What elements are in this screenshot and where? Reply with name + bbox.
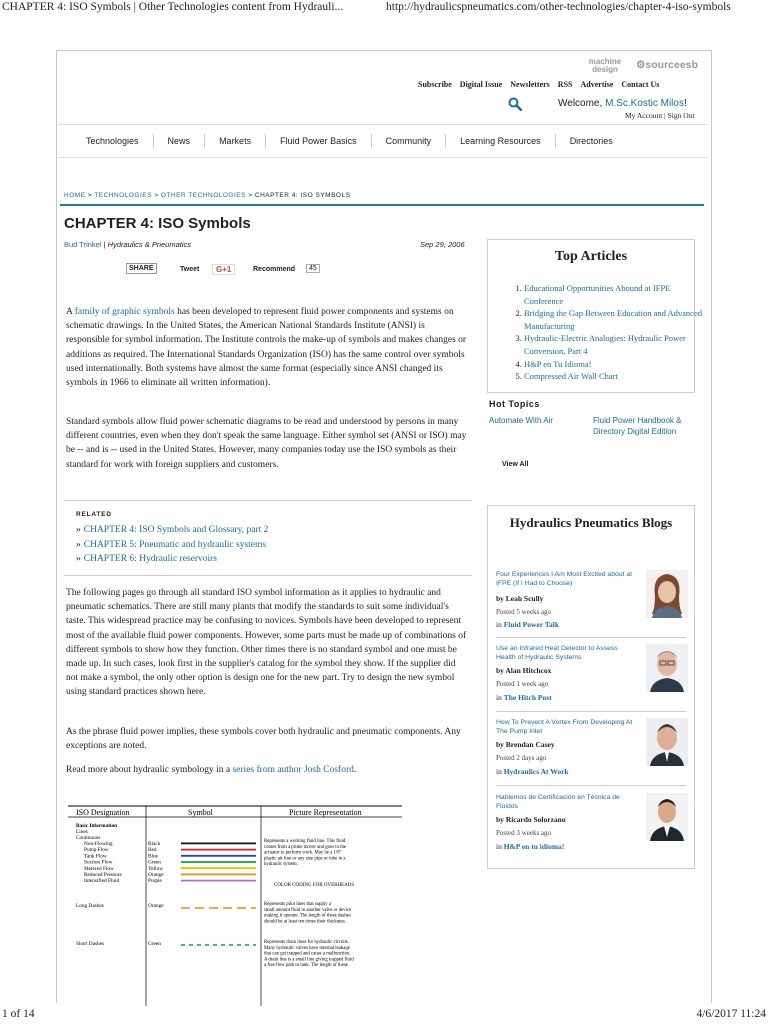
description-line: making it operate. The length of these dashes	[264, 913, 351, 919]
hot-topics-title: Hot Topics	[489, 399, 540, 409]
long-dashes-description	[264, 902, 351, 924]
utility-links	[418, 80, 667, 89]
blog-item	[496, 644, 686, 702]
recommend-count: 45	[306, 264, 320, 273]
description-line: hydraulic system.	[264, 862, 298, 868]
line-color-name: Purple	[148, 878, 162, 885]
line-type-name: Intensified Fluid	[84, 878, 120, 885]
machine-design-logo[interactable]	[588, 58, 622, 74]
related-item[interactable]: » CHAPTER 5: Pneumatic and hydraulic systems	[76, 540, 267, 550]
blog-author: by Ricardo Solorzano	[496, 815, 566, 824]
related-link[interactable]: CHAPTER 6: Hydraulic reservoirs	[83, 554, 217, 564]
p1-text-rest: has been developed to represent fluid power components and systems on schematic drawings. In the United States, the American National Standards Institute (ANSI) is responsible for symbol information. The Institute controls the make-up of symbols and makes changes or additions as required. The International Standards Organization (ISO) has the same control over symbols used internationally. Both systems have almost the same format (especially since ANSI changed its symbols in 1966 to eliminate all written information).	[66, 307, 467, 389]
table-header-symbol: Symbol	[188, 808, 213, 817]
line-color-name: Green	[148, 859, 161, 866]
search-icon[interactable]	[508, 97, 522, 111]
description-line: Represents a working fluid line. This fluid	[264, 839, 346, 844]
related-link[interactable]: CHAPTER 4: ISO Symbols and Glossary, part 2	[83, 525, 269, 535]
author-avatar	[646, 570, 688, 618]
account-links	[625, 111, 694, 120]
blog-posted: Posted 5 weeks ago	[496, 608, 552, 616]
line-type-name: Tank Flow	[84, 853, 107, 860]
welcome-bang: !	[683, 98, 687, 109]
blog-post-link[interactable]: How To Prevent A Vortex From Developing At The Pump Inlet	[496, 719, 633, 736]
related-box	[64, 500, 472, 576]
blogs-title: Hydraulics Pneumatics Blogs	[509, 515, 673, 530]
josh-cosford-series-link[interactable]: series from author Josh Cosford	[232, 765, 354, 775]
blog-separator	[496, 637, 686, 638]
p1-text-start: A	[66, 307, 75, 317]
top-article-item	[524, 358, 708, 371]
hot-topic-link[interactable]: Automate With Air	[489, 416, 554, 425]
author-avatar	[646, 644, 688, 692]
continuous-description	[264, 839, 346, 867]
welcome-label: Welcome,	[558, 98, 606, 109]
print-page-number: 1 of 14	[2, 1008, 35, 1020]
related-item[interactable]: » CHAPTER 4: ISO Symbols and Glossary, part 2	[76, 525, 269, 535]
breadcrumb: HOME > TECHNOLOGIES > OTHER TECHNOLOGIES > CHAPTER 4: ISO SYMBOLS	[64, 192, 351, 199]
line-color-name: Black	[148, 841, 161, 847]
welcome-message	[558, 98, 687, 109]
family-of-graphic-symbols-link[interactable]: family of graphic symbols	[74, 307, 175, 317]
blog-in-label: in	[496, 693, 504, 702]
line-color-name: Orange	[148, 872, 164, 878]
breadcrumb-current: CHAPTER 4: ISO SYMBOLS	[254, 192, 351, 199]
blog-name-link[interactable]: Fluid Power Talk	[503, 620, 560, 629]
author-avatar	[646, 718, 688, 766]
top-article-link[interactable]: H&P en Tu Idioma!	[524, 358, 592, 369]
author-link[interactable]: Bud Trinkel	[64, 240, 102, 249]
blog-name-link[interactable]: Hydraulics At Work	[503, 767, 569, 776]
table-header-designation: ISO Designation	[76, 808, 130, 817]
description-line: A drain line is a small line giving trapped fluid	[264, 957, 354, 963]
blog-posted: Posted 3 weeks ago	[496, 829, 552, 837]
blog-in-label: in	[496, 620, 504, 629]
blog-post-link[interactable]: Hablemos de Certificación en Técnica de Fluidos	[496, 794, 620, 811]
contact-us-link[interactable]: Contact Us	[621, 80, 660, 89]
top-articles-list	[504, 282, 708, 383]
blog-author: by Brendan Casey	[496, 740, 555, 749]
publish-date: Sep 29, 2006	[420, 240, 465, 249]
breadcrumb-technologies[interactable]: TECHNOLOGIES	[94, 192, 152, 199]
blog-name-link[interactable]: H&P en tu idioma!	[503, 842, 565, 851]
line-color-name: Blue	[148, 853, 159, 860]
advertise-link[interactable]: Advertise	[580, 80, 614, 89]
blog-author: by Alan Hitchcox	[496, 666, 552, 675]
line-type-name: Suction Flow	[84, 859, 113, 866]
description-line: Represents pilot lines that supply a	[264, 902, 332, 907]
hot-topic-link[interactable]: Fluid Power Handbook & Directory Digital Edition	[593, 416, 682, 436]
top-article-item	[524, 307, 708, 332]
long-dashes-color: Orange	[148, 903, 164, 909]
tweet-button[interactable]: Tweet	[180, 266, 200, 273]
table-lines-label: Lines	[76, 829, 88, 835]
blog-item	[496, 718, 686, 776]
nav-markets[interactable]: Markets	[205, 134, 266, 148]
print-url: http://hydraulicspneumatics.com/other-technologies/chapter-4-iso-symbols	[386, 1, 731, 13]
short-dashes-description	[264, 940, 354, 968]
description-line: plastic air line or any size pipe or tube in a	[264, 856, 346, 862]
my-account-link[interactable]: My Account	[625, 111, 663, 120]
blog-item	[496, 570, 686, 628]
breadcrumb-other-technologies[interactable]: OTHER TECHNOLOGIES	[160, 192, 246, 199]
rss-link[interactable]: RSS	[557, 80, 573, 89]
page-title: CHAPTER 4: ISO Symbols	[64, 215, 251, 232]
nav-news[interactable]: News	[154, 134, 206, 148]
blog-item	[496, 793, 686, 851]
top-article-item	[524, 332, 708, 357]
description-line: small amount fluid to another valve or device	[264, 907, 352, 913]
article-paragraph-4: As the phrase fluid power implies, these symbols cover both hydraulic and pneumatic components. Any exceptions are noted.	[66, 727, 461, 752]
short-dashes-color: Green	[148, 941, 161, 947]
nav-directories[interactable]: Directories	[569, 136, 613, 146]
category-label: | Hydraulics & Pneumatics	[101, 240, 192, 249]
article-paragraph-5	[66, 763, 468, 777]
blog-name-link[interactable]: The Hitch Post	[503, 693, 552, 702]
article-paragraph-2: Standard symbols allow fluid power schematic diagrams to be read and understood by persons in many different countries, even when they don't speak the same language. Either symbol set (ANSI or ISO) may be -- and is -- used in the United States. However, many companies today use the ISO symbols as their standard for work with foreign suppliers and customers.	[66, 417, 467, 470]
description-line: comes from a prime mover and goes to the	[264, 844, 347, 850]
logo-text-top: machine	[588, 57, 622, 66]
sourceesb-logo[interactable]: ⚙sourceesb	[636, 59, 698, 71]
table-section-label: Basic Information	[76, 823, 118, 829]
top-article-link[interactable]: Compressed Air Wall Chart	[524, 371, 618, 382]
line-type-name: Non-Flowing	[84, 841, 113, 847]
description-line: Represents drain lines for hydraulic circuits.	[264, 940, 349, 945]
table-header-picture: Picture Representation	[289, 808, 362, 817]
blog-in-label: in	[496, 767, 504, 776]
related-label: RELATED	[76, 511, 112, 518]
logo-text-bottom: design	[592, 65, 618, 74]
article-paragraph-1	[66, 305, 468, 390]
print-title: CHAPTER 4: ISO Symbols | Other Technologies content from Hydrauli...	[2, 1, 344, 13]
blog-post-link[interactable]: Four Experiences I Am Most Excited about at IFPE (If I Had to Choose)	[496, 571, 633, 588]
top-article-item	[524, 282, 708, 307]
blog-separator	[496, 785, 686, 786]
blog-posted: Posted 2 days ago	[496, 754, 547, 762]
blogs-box	[487, 505, 695, 869]
blog-post-link[interactable]: Use an Infrared Heat Detector to Assess Health of Hydraulic Systems	[496, 645, 618, 662]
blog-posted: Posted 1 week ago	[496, 680, 549, 688]
description-line: that can get trapped and cause a malfunction.	[264, 951, 351, 957]
sign-out-link[interactable]: Sign Out	[667, 111, 695, 120]
top-articles-box	[487, 239, 702, 393]
print-datetime: 4/6/2017 11:24	[696, 1008, 766, 1020]
description-line: a free flow path to tank. The length of these	[264, 963, 348, 969]
user-name-link[interactable]: M.Sc.Kostic Milos	[605, 98, 684, 109]
description-line: Many hydraulic valves have internal leakage	[264, 945, 350, 951]
nav-technologies[interactable]: Technologies	[58, 134, 154, 148]
print-header	[0, 0, 768, 20]
google-plus-button[interactable]: G+1	[212, 264, 235, 275]
line-type-name: Reduced Pressure	[84, 872, 122, 878]
view-all-link[interactable]: View All	[502, 461, 529, 468]
line-type-name: Pump Flow	[84, 847, 109, 854]
line-type-name: Metered Flow	[84, 865, 114, 872]
p5-text-start: Read more about hydraulic symbology in a	[66, 765, 233, 775]
byline	[64, 240, 191, 249]
main-nav	[58, 124, 708, 158]
nav-community[interactable]: Community	[372, 134, 447, 148]
description-line: actuator to perform work. May be a 1/8"	[264, 850, 342, 856]
nav-learning-resources[interactable]: Learning Resources	[446, 134, 556, 148]
print-footer	[0, 1006, 768, 1024]
blog-in-label: in	[496, 842, 504, 851]
share-button[interactable]: SHARE	[126, 263, 157, 274]
color-coding-note: COLOR CODING FOR OVERHEADS	[274, 883, 355, 888]
top-article-item	[524, 370, 708, 383]
top-articles-title: Top Articles	[554, 249, 628, 264]
line-color-name: Red	[148, 847, 157, 854]
breadcrumb-home[interactable]: HOME	[64, 192, 86, 199]
recommend-button[interactable]: Recommend	[253, 266, 296, 273]
account-separator: |	[662, 111, 668, 120]
top-article-link[interactable]: Educational Opportunities Abound at IFPE Conference	[524, 283, 671, 306]
article-paragraph-3: The following pages go through all standard ISO symbol information as it applies to hydraulic and pneumatic schematics. There are still many plants that modify the standards to suit some individual's taste. This widespread practice may be confusing to novices. Symbols have been developed to represent most of the available fluid power components. However, some parts must be made up of combinations of different symbols to show how they function. Other times there is no standard symbol and one must be made up. In such cases, look first in the supplier's catalog for the symbol they show. If the supplier did not make a symbol, the only other option is design one for the new part. Try to design the new symbol using standard practices shown here.	[66, 588, 467, 698]
table-continuous-label: Continuous	[76, 835, 101, 841]
long-dashes-label: Long Dashes	[76, 903, 104, 909]
blog-separator	[496, 711, 686, 712]
blog-author: by Leah Scully	[496, 594, 544, 603]
top-article-link[interactable]: Bridging the Gap Between Education and Advanced Manufacturing	[524, 308, 702, 331]
digital-issue-link[interactable]: Digital Issue	[459, 80, 503, 89]
newsletters-link[interactable]: Newsletters	[510, 80, 550, 89]
line-color-name: Yellow	[148, 865, 164, 872]
breadcrumb-divider	[60, 204, 704, 206]
continuous-line-rows	[84, 841, 256, 884]
description-line: should be at least ten times their thickness.	[264, 919, 347, 925]
top-article-link[interactable]: Hydraulic-Electric Analogies: Hydraulic Power Conversion, Part 4	[524, 333, 686, 356]
author-avatar	[646, 793, 688, 841]
p5-text-end: .	[353, 765, 357, 775]
short-dashes-label: Short Dashes	[76, 941, 105, 947]
nav-fluid-power-basics[interactable]: Fluid Power Basics	[266, 134, 372, 148]
subscribe-link[interactable]: Subscribe	[418, 80, 452, 89]
related-link[interactable]: CHAPTER 5: Pneumatic and hydraulic systems	[83, 540, 267, 550]
related-item[interactable]: » CHAPTER 6: Hydraulic reservoirs	[76, 554, 217, 564]
iso-symbol-table	[68, 804, 402, 1006]
